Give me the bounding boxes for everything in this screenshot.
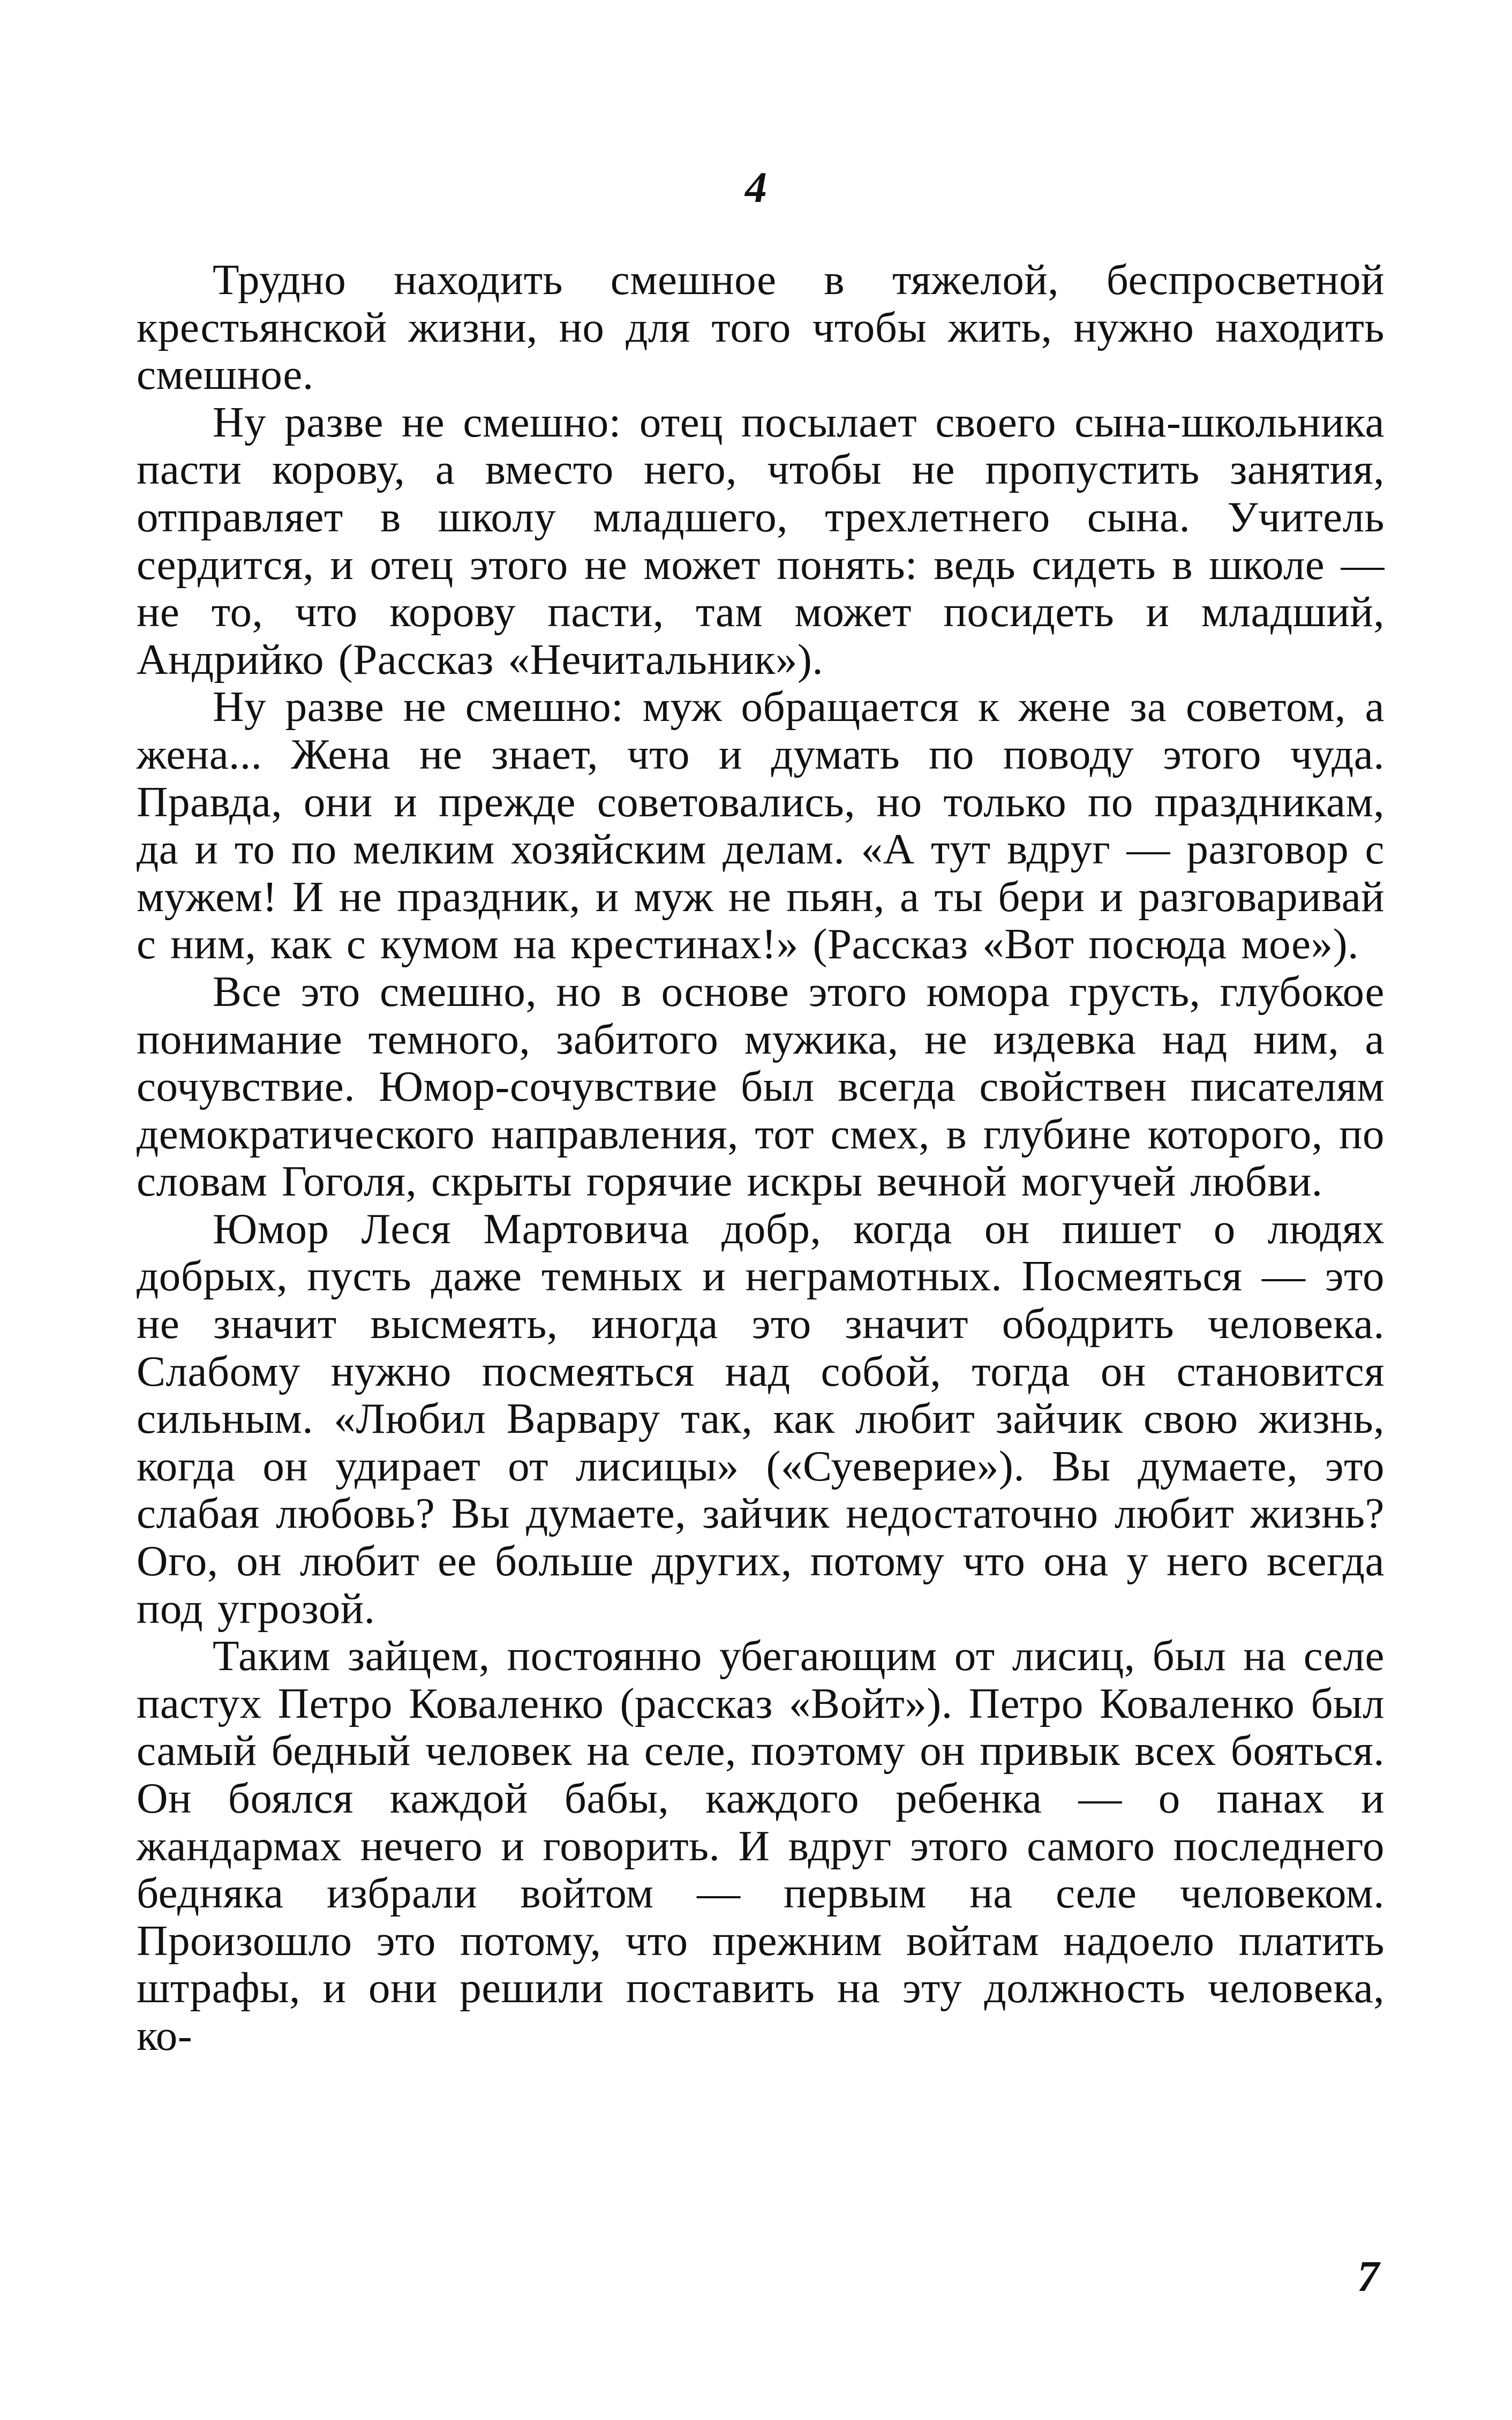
section-number: 4 xyxy=(745,163,767,212)
paragraph: Ну разве не смешно: муж обращается к жене за советом, а жена... Жена не знает, что и думать по поводу этого чуда. Правда, они и прежде советовались, но только по праздникам, да и то по мелким хозяйским делам. «А тут вдруг — разговор с мужем! И не праздник, и муж не пьян, а ты бери и разговаривай с ним, как с кумом на крестинах!» (Рассказ «Вот посюда мое»). xyxy=(137,682,1385,968)
paragraph: Ну разве не смешно: отец посылает своего сына-школьника пасти корову, а вместо него, чтобы не пропустить занятия, отправляет в школу младшего, трехлетнего сына. Учитель сердится, и отец этого не может понять: ведь сидеть в школе — не то, что корову пасти, там может посидеть и младший, Андрийко (Рассказ «Нечитальник»). xyxy=(137,397,1385,683)
paragraph: Трудно находить смешное в тяжелой, беспросветной крестьянской жизни, но для того чтобы жить, нужно находить смешное. xyxy=(137,255,1385,399)
page-number: 7 xyxy=(1357,2252,1379,2301)
paragraph: Таким зайцем, постоянно убегающим от лисиц, был на селе пастух Петро Коваленко (рассказ «Войт»). Петро Коваленко был самый бедный человек на селе, поэтому он привык всех бояться. Он боялся каждой бабы, каждого ребенка — о панах и жандармах нечего и говорить. И вдруг этого самого последнего бедняка избрали войтом — первым на селе человеком. Произошло это потому, что прежним войтам надоело платить штрафы, и они решили поставить на эту должность человека, ко- xyxy=(137,1632,1385,2060)
paragraph: Все это смешно, но в основе этого юмора грусть, глубокое понимание темного, забитого мужика, не издевка над ним, а сочувствие. Юмор-сочувствие был всегда свойствен писателям демократического направления, тот смех, в глубине которого, по словам Гоголя, скрыты горячие искры вечной могучей любви. xyxy=(137,967,1385,1206)
paragraph: Юмор Леся Мартовича добр, когда он пишет о людях добрых, пусть даже темных и неграмотных. Посмеяться — это не значит высмеять, иногда это значит ободрить человека. Слабому нужно посмеяться над собой, тогда он становится сильным. «Любил Варвару так, как любит зайчик свою жизнь, когда он удирает от лисицы» («Суеверие»). Вы думаете, это слабая любовь? Вы думаете, зайчик недостаточно любит жизнь? Ого, он любит ее больше других, потому что она у него всегда под угрозой. xyxy=(137,1204,1385,1633)
text-body xyxy=(137,256,1385,2060)
